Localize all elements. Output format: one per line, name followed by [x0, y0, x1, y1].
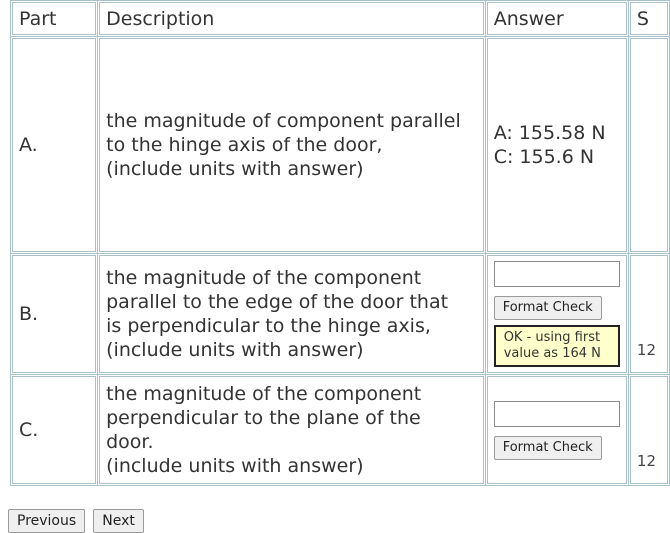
- navigation-bar: [8, 509, 147, 533]
- question-table: [10, 0, 670, 486]
- format-check-message-b: [494, 325, 620, 367]
- message-line: OK - using first: [503, 330, 601, 345]
- answer-input-c[interactable]: [494, 401, 620, 427]
- format-check-button-c[interactable]: Format Check: [494, 436, 602, 460]
- description-b: [106, 266, 448, 362]
- header-row: [11, 1, 670, 37]
- answer-input-b[interactable]: [494, 261, 620, 287]
- description-line: (include units with answer): [106, 339, 364, 361]
- table-row-b: [11, 254, 670, 375]
- description-line: (include units with answer): [106, 455, 364, 477]
- score-value-b: 12: [636, 341, 656, 359]
- previous-button[interactable]: Previous: [8, 509, 85, 533]
- description-a: [106, 109, 461, 181]
- part-label-a: A.: [19, 134, 38, 156]
- table-row-c: [11, 375, 670, 486]
- message-line: value as 164 N: [503, 346, 601, 361]
- description-line: the magnitude of the component: [106, 267, 422, 289]
- header-answer: Answer: [487, 2, 627, 35]
- table-row-a: [11, 37, 670, 254]
- header-part: Part: [12, 2, 96, 35]
- part-label-c: C.: [19, 419, 39, 441]
- score-value-c: 12: [636, 452, 656, 470]
- header-s: S: [630, 2, 668, 35]
- part-label-b: B.: [19, 303, 39, 325]
- header-description: Description: [99, 2, 484, 35]
- description-line: (include units with answer): [106, 158, 364, 180]
- description-line: to the hinge axis of the door,: [106, 134, 383, 156]
- description-line: the magnitude of component parallel: [106, 110, 461, 132]
- description-line: the magnitude of the component: [106, 383, 422, 405]
- next-button[interactable]: Next: [93, 509, 144, 533]
- description-line: perpendicular to the plane of the: [106, 407, 421, 429]
- answer-history-line: A: 155.58 N: [493, 122, 606, 144]
- description-c: [106, 382, 421, 478]
- description-line: is perpendicular to the hinge axis,: [106, 315, 431, 337]
- description-line: parallel to the edge of the door that: [106, 291, 449, 313]
- format-check-button-b[interactable]: Format Check: [494, 296, 602, 320]
- answer-history-a: [494, 121, 606, 169]
- description-line: door.: [106, 431, 154, 453]
- answer-history-line: C: 155.6 N: [493, 146, 595, 168]
